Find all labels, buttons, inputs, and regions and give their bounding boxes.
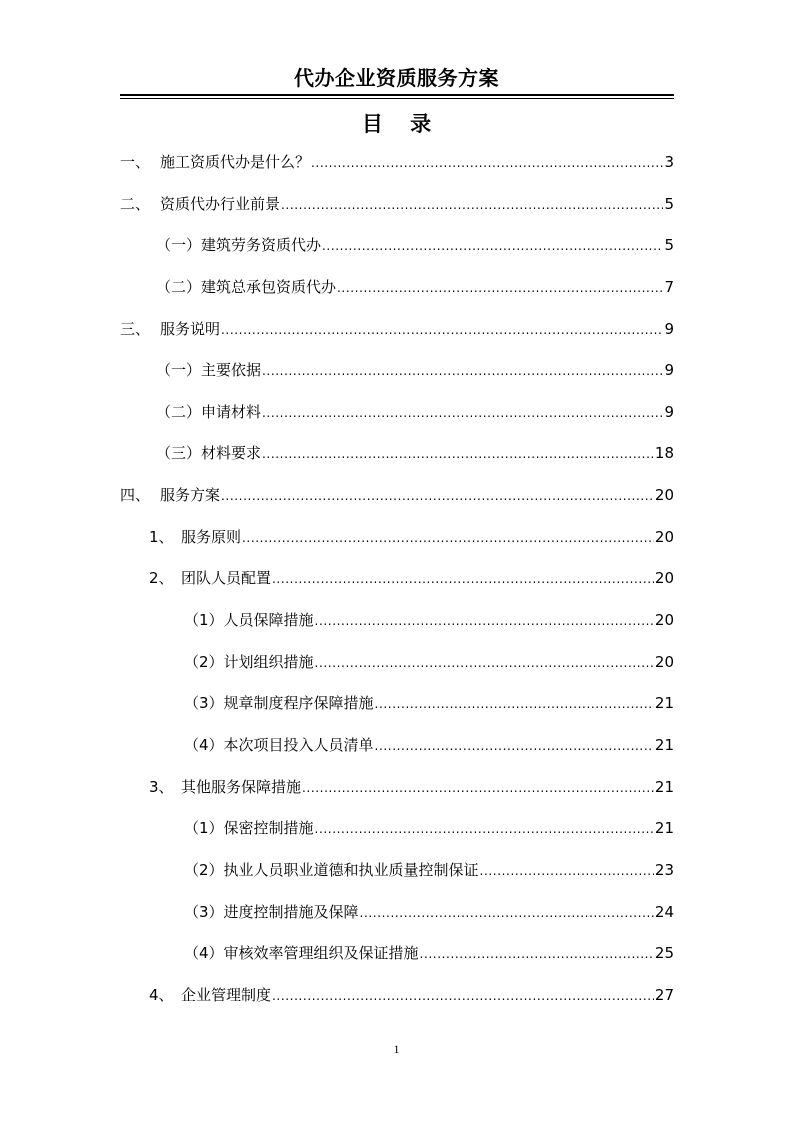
dot-leader	[375, 690, 654, 718]
toc-entry-number: 一、	[120, 153, 151, 171]
toc-entry-page: 20	[654, 652, 674, 671]
toc-entry[interactable]	[120, 773, 674, 815]
toc-entry-label: 服务方案	[160, 486, 221, 505]
toc-entry[interactable]	[120, 898, 674, 940]
footer-page-number: 1	[393, 1042, 400, 1056]
toc-entry-label: （三）材料要求	[156, 444, 262, 463]
dot-leader	[302, 774, 654, 802]
dot-leader	[337, 274, 663, 302]
dot-leader	[375, 732, 654, 760]
toc-entry-label: （3）规章制度程序保障措施	[184, 694, 374, 713]
toc-entry-page: 5	[664, 236, 674, 255]
dot-leader	[272, 565, 654, 593]
toc-entry-label: 团队人员配置	[181, 569, 272, 588]
toc-entry-page: 21	[654, 694, 674, 713]
toc-entry-label: （1）人员保障措施	[184, 611, 314, 630]
toc-entry-number: 三、	[120, 319, 151, 338]
toc-entry-label: 施工资质代办是什么？	[160, 153, 311, 171]
toc-entry[interactable]	[120, 856, 674, 898]
toc-entry-number: 2、	[149, 569, 174, 588]
toc-entry-label: 服务说明	[160, 319, 221, 338]
toc-entry-page: 20	[654, 486, 674, 505]
toc-entry[interactable]	[120, 606, 674, 648]
toc-entry-page: 9	[664, 402, 674, 421]
dot-leader	[315, 815, 654, 843]
toc-entry-page: 20	[654, 527, 674, 546]
toc-entry-number: 二、	[120, 194, 151, 213]
toc-entry[interactable]	[120, 439, 674, 481]
toc-entry[interactable]	[120, 523, 674, 565]
toc-entry-label: （一）主要依据	[156, 361, 262, 380]
document-title: 代办企业资质服务方案	[294, 66, 499, 90]
dot-leader	[262, 440, 654, 468]
toc-entry-page: 21	[654, 735, 674, 754]
dot-leader	[281, 191, 663, 219]
toc-entry-label: （4）本次项目投入人员清单	[184, 735, 374, 754]
toc-entry-label: 企业管理制度	[181, 985, 272, 1004]
toc-entry-label: （二）建筑总承包资质代办	[156, 277, 337, 296]
toc-entry-number: 四、	[120, 486, 151, 505]
toc-entry[interactable]	[120, 481, 674, 523]
title-rule-thin	[120, 98, 674, 99]
toc-entry-page: 21	[654, 777, 674, 796]
toc-entry[interactable]	[120, 731, 674, 773]
dot-leader	[480, 857, 654, 885]
title-rule-thick	[120, 94, 674, 96]
toc-entry-label: （2）执业人员职业道德和执业质量控制保证	[184, 860, 479, 879]
toc-entry-number: 1、	[149, 527, 174, 546]
toc-entry-label: 资质代办行业前景	[160, 194, 281, 213]
toc-entry[interactable]	[120, 689, 674, 731]
toc-entry-page: 3	[664, 153, 674, 171]
toc-entry[interactable]	[120, 814, 674, 856]
toc-entry-label: （二）申请材料	[156, 402, 262, 421]
toc-entry-page: 27	[654, 985, 674, 1004]
toc-entry-page: 20	[654, 569, 674, 588]
toc-entry-page: 9	[664, 361, 674, 380]
toc-entry[interactable]	[120, 148, 674, 190]
toc-entry-page: 18	[654, 444, 674, 463]
dot-leader	[360, 899, 654, 927]
toc-entry[interactable]	[120, 190, 674, 232]
table-of-contents	[120, 148, 674, 1022]
toc-entry-page: 21	[654, 819, 674, 838]
toc-entry[interactable]	[120, 356, 674, 398]
toc-entry-label: 其他服务保障措施	[181, 777, 302, 796]
toc-entry-page: 24	[654, 902, 674, 921]
toc-entry-page: 9	[664, 319, 674, 338]
toc-entry-page: 25	[654, 944, 674, 963]
toc-entry[interactable]	[120, 939, 674, 981]
dot-leader	[420, 940, 654, 968]
toc-heading: 目 录	[361, 112, 442, 136]
dot-leader	[272, 982, 654, 1010]
toc-entry-label: （2）计划组织措施	[184, 652, 314, 671]
toc-entry-label: （1）保密控制措施	[184, 819, 314, 838]
toc-entry[interactable]	[120, 315, 674, 357]
dot-leader	[242, 524, 654, 552]
dot-leader	[315, 607, 654, 635]
toc-entry-page: 23	[654, 860, 674, 879]
toc-entry-label: （4）审核效率管理组织及保证措施	[184, 944, 419, 963]
toc-entry-label: 服务原则	[181, 527, 242, 546]
toc-entry[interactable]	[120, 398, 674, 440]
dot-leader	[221, 482, 654, 510]
toc-entry[interactable]	[120, 648, 674, 690]
toc-entry-label: （3）进度控制措施及保障	[184, 902, 359, 921]
toc-entry[interactable]	[120, 231, 674, 273]
dot-leader	[322, 232, 663, 260]
toc-entry-number: 4、	[149, 985, 174, 1004]
dot-leader	[221, 316, 663, 344]
toc-entry-page: 7	[664, 277, 674, 296]
dot-leader	[262, 399, 663, 427]
toc-entry-page: 5	[664, 194, 674, 213]
toc-entry-page: 20	[654, 611, 674, 630]
toc-entry-number: 3、	[149, 777, 174, 796]
dot-leader	[315, 649, 654, 677]
toc-entry[interactable]	[120, 273, 674, 315]
toc-entry-label: （一）建筑劳务资质代办	[156, 236, 322, 255]
dot-leader	[311, 149, 663, 177]
toc-entry[interactable]	[120, 981, 674, 1023]
toc-entry[interactable]	[120, 564, 674, 606]
dot-leader	[262, 357, 663, 385]
